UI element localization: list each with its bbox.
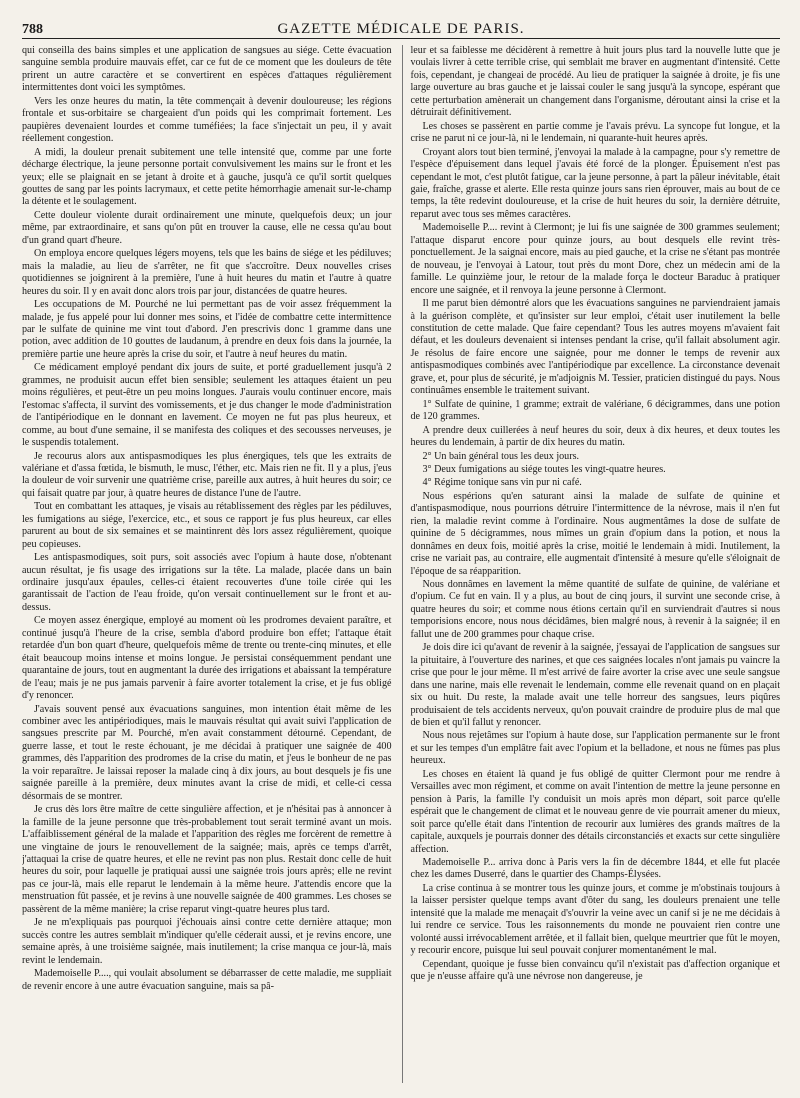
paragraph: Les choses se passèrent en partie comme je l'avais prévu. La syncope fut longue, et la crise ne parut ni ce jour-là, ni le lendemain, ni quarante-huit heures après. <box>410 120 780 145</box>
paragraph: Nous donnâmes en lavement la même quantité de sulfate de quinine, de valériane et d'opium. Ce fut en vain. Il y a plus, au bout de cinq jours, il survint une seconde crise, à quatre heures du soir; et comme nous étions certain qu'il en surviendrait d'autres si nous temporisions encore, nous nous décidâmes, bien malgré nous, à revenir à la saignée; il en fallut une de 200 grammes pour chaque crise. <box>410 579 780 640</box>
page-number: 788 <box>22 22 43 37</box>
paragraph: Croyant alors tout bien terminé, j'envoyai la malade à la campagne, pour s'y remettre de l'espèce d'épuisement dans lequel j'avais été forcé de la plonger. Épuisement n'est pas cependant le mot, c'est plutôt fatigue, car la jeune personne, à part la pâleur inévitable, était gaie, fraîche, grasse et alerte. Elle resta quinze jours sans rien éprouver, mais au bout de ce temps, la tête redevint douloureuse, et la crise de huit heures du soir, la dernière détruite, reparut avec tous ses mêmes caractères. <box>410 146 780 220</box>
paragraph: qui conseilla des bains simples et une application de sangsues au siége. Cette évacuation sanguine sembla produire mauvais effet, car ce fut de ce moment que les douleurs de tête prirent un autre caractère et se convertirent en espèces d'attaques régulièrement intermittentes dont voici les symptômes. <box>22 45 392 94</box>
paragraph: Je ne m'expliquais pas pourquoi j'échouais ainsi contre cette dernière attaque; mon succès contre les autres semblait m'indiquer qu'elle céderait aussi, et je revins encore, une semaine après, à une troisième saignée, mais inutilement; la crise manqua ce jour-là, mais revint le lendemain. <box>22 917 392 966</box>
right-column <box>402 45 781 1083</box>
text-columns <box>22 45 780 1083</box>
paragraph: 3° Deux fumigations au siége toutes les vingt-quatre heures. <box>422 463 666 475</box>
paragraph: Les antispasmodiques, soit purs, soit associés avec l'opium à haute dose, n'obtenant aucun résultat, je fis usage des irrigations sur la tête. La malade, placée dans un bain ordinaire jusqu'aux épaules, celles-ci étaient recouvertes d'une toile cirée qui les garantissait de l'action de l'eau froide, qu'on versait continuellement sur le front et au-dessus. <box>22 552 392 613</box>
paragraph: Nous espérions qu'en saturant ainsi la malade de sulfate de quinine et d'antispasmodique, nous pourrions détruire l'intermittence de la névrose, mais il n'en fut rien, la maladie revint comme à l'ordinaire. Nous augmentâmes la dose de sulfate de quinine de 5 décigrammes, nous mîmes un grain d'opium dans la potion, et nous la donnâmes en deux fois, moitié après la crise, moitié le lendemain à midi. Inutilement, la crise ne variait pas, au contraire, elle augmentait d'intensité à mesure qu'elle s'éloignait de l'époque de sa réapparition. <box>410 490 780 577</box>
paragraph: Mademoiselle P.... revint à Clermont; je lui fis une saignée de 300 grammes seulement; l'attaque disparut encore pour quinze jours, au bout desquels elle revint très-ponctuellement. Je la saignai encore, mais au pied gauche, et la crise ne s'étant pas montrée de nouveau, je l'envoyai à Latour, tout près du mont Dore, chez un médecin ami de la famille. Le quinzième jour, le retour de la malade força le docteur Baraduc à pratiquer encore une saignée, et il renvoya la jeune personne à Clermont. <box>410 222 780 296</box>
newspaper-page <box>22 14 780 1090</box>
page-header <box>22 14 780 39</box>
paragraph: Les choses en étaient là quand je fus obligé de quitter Clermont pour me rendre à Versailles avec mon régiment, et comme on avait l'intention de mettre la jeune personne en pension à Paris, la famille l'y conduisit un mois après mon départ, soit parce qu'elle espérait que le changement de climat et le nouveau genre de vie pourrait amener du mieux, soit parce qu'elle était dans l'intention de recourir aux lumières des grands maîtres de la capitale, auxquels je pourrais donner des détails circonstanciés et exacts sur cette singulière affection. <box>410 768 780 855</box>
paragraph: On employa encore quelques légers moyens, tels que les bains de siége et les pédiluves; mais la maladie, au lieu de s'arrêter, ne fit que s'accroître. Deux nouvelles crises quotidiennes se joignirent à la première, l'une à huit heures du matin et l'autre à quatre heures du soir. Il y en avait donc alors trois par jour, distancées de quatre heures. <box>22 248 392 297</box>
paragraph: Il me parut bien démontré alors que les évacuations sanguines ne parviendraient jamais à la guérison complète, et qu'insister sur leur emploi, c'était user inutilement la belle constitution de cette malade. Que faire cependant? Tous les autres moyens m'avaient fait défaut, et les douleurs devenaient si intenses pendant la crise, qu'il fallait absolument agir. Je résolus de faire encore une saignée, pour me donner le temps de revenir aux antispasmodiques combinés avec l'antipériodique par excellence. La circonstance devenait grave, et, pour plus de sécurité, je m'adjoignis M. Tessier, praticien distingué du pays. Nous continuâmes ensemble le traitement suivant. <box>410 298 780 397</box>
paragraph: Ce moyen assez énergique, employé au moment où les prodromes devaient paraître, et continué jusqu'à l'heure de la crise, sembla d'abord produire bon effet; l'attaque était retardée d'un bon quart d'heure, quelquefois même de trente ou trente-cinq minutes, et elle était beaucoup moins intense et moins longue. Je persistai conséquemment pendant une quarantaine de jours, tout en augmentant la durée des irrigations et abaissant la température de l'eau; mais je ne pus jamais parvenir à faire avorter totalement la crise, et je fus obligé d'y renoncer. <box>22 615 392 702</box>
paragraph: Ce médicament employé pendant dix jours de suite, et porté graduellement jusqu'à 2 grammes, ne produisit aucun effet bien sensible; seulement les attaques étaient un peu moins régulières, et peut-être un peu moins longues. J'aurais voulu continuer encore, mais l'estomac s'affecta, il survint des vomissements, et je dus changer le mode d'administration de l'antipériodique en le donnant en lavement. Ce moyen ne fut pas plus heureux, et comme, au bout d'une semaine, il se manifesta des coliques et des secousses nerveuses, je le suspendis totalement. <box>22 362 392 449</box>
paragraph: 2° Un bain général tous les deux jours. <box>422 450 580 462</box>
paragraph: Je dois dire ici qu'avant de revenir à la saignée, j'essayai de l'application de sangsues sur la pituitaire, à l'ouverture des narines, et que ces saignées locales n'ont jamais pu vaincre la crise que pour le jour même. Il m'est arrivé de faire avorter la crise avec une seule sangsue dans une narine, mais elle revenait le lendemain, comme elle revenait quand on en plaçait six ou huit. Du reste, la malade avait une telle horreur des sangsues, leurs piqûres produisaient de tels accidents nerveux, qu'on pouvait craindre de produire plus de mal que de bien et qu'il fallut y renoncer. <box>410 642 780 729</box>
paragraph: 4° Régime tonique sans vin pur ni café. <box>422 477 582 489</box>
paragraph: A prendre deux cuillerées à neuf heures du soir, deux à dix heures, et deux toutes les heures du lendemain, à partir de dix heures du matin. <box>410 424 780 449</box>
paragraph: leur et sa faiblesse me décidèrent à remettre à huit jours plus tard la nouvelle lutte que je voulais livrer à cette terrible crise, qui semblait me braver en augmentant d'intensité. Cette fois, cependant, je changeai de procédé. Au lieu de pratiquer la saignée à droite, je fis une large ouverture au bras gauche et je laissai couler le sang jusqu'à la syncope, espérant que cette perturbation amènerait un changement dans l'organisme, déroutant ainsi la crise et la détruirait définitivement. <box>410 45 780 119</box>
paragraph: Nous nous rejetâmes sur l'opium à haute dose, sur l'application permanente sur le front et sur les tempes d'un emplâtre fait avec l'opium et la belladone, et nous ne fûmes pas plus heureux. <box>410 730 780 767</box>
paragraph: J'avais souvent pensé aux évacuations sanguines, mon intention était même de les combiner avec les antipériodiques, mais le mauvais résultat qui avait suivi l'application de sangsues prescrite par M. Pourché, m'en avait constamment détourné. Cependant, de guerre lasse, et tout le reste échouant, je me décidai à pratiquer une saignée de 400 grammes, dès l'apparition des prodromes de la crise du matin, et j'eus le bonheur de ne pas la voir reparaître. Je laissai reposer la malade cinq à dix jours, au bout desquels je fis une saignée pareille à la première, deux minutes avant la crise de midi, et celle-ci cessa désormais de se montrer. <box>22 703 392 802</box>
paragraph: Je crus dès lors être maître de cette singulière affection, et je n'hésitai pas à annoncer à la famille de la jeune personne que très-probablement tout serait terminé avant un mois. L'affaiblissement général de la malade et l'apparition des règles me forcèrent de remettre à une vingtaine de jours le renouvellement de la saignée; mais, après ce temps d'arrêt, j'attaquai la crise de quatre heures, et elle ne revint pas non plus. Restait donc celle de huit heures du soir, pour laquelle je pratiquai aussi une saignée trois jours après; elle ne revint pas ce jour-là, mais elle reparut le lendemain à la même heure. J'attendis encore que la menstruation fût passée, et je revins à une nouvelle saignée de 400 grammes. Les choses se passèrent de la même manière; la crise reparut vingt-quatre heures plus tard. <box>22 804 392 915</box>
paragraph: 1° Sulfate de quinine, 1 gramme; extrait de valériane, 6 décigrammes, dans une potion de 120 grammes. <box>410 398 780 423</box>
running-title: GAZETTE MÉDICALE DE PARIS. <box>277 21 525 37</box>
paragraph: Je recourus alors aux antispasmodiques les plus énergiques, tels que les extraits de valériane et d'assa fœtida, le bismuth, le musc, l'éther, etc. Mais rien ne fit. Il y a plus, j'eus la douleur de voir survenir une quatrième crise, pareille aux autres, à huit heures du soir; ce qui faisait quatre par jour, à quatre heures de distance l'une de l'autre. <box>22 450 392 499</box>
paragraph: Tout en combattant les attaques, je visais au rétablissement des règles par les pédiluves, les fumigations au siége, l'exercice, etc., et sous ce rapport je fus plus heureux, car elles parurent au bout de six semaines et se maintinrent dès lors assez régulièrement, quoique peu copieuses. <box>22 501 392 550</box>
paragraph: Vers les onze heures du matin, la tête commençait à devenir douloureuse; les régions frontale et sus-orbitaire se chargeaient d'un poids qui les comprimait fortement. Les paupières devenaient lourdes et comme tuméfiées; la face s'injectait un peu, il y avait réellement congestion. <box>22 95 392 145</box>
paragraph: La crise continua à se montrer tous les quinze jours, et comme je m'obstinais toujours à la laisser persister quelque temps avant d'ôter du sang, les douleurs prenaient une telle intensité que la malade me menaçait d's'ouvrir la veine avec un canif si je ne me décidais à lui rendre ce service. Tous les raisonnements du monde ne pouvaient rien contre une volonté aussi irrévocablement arrêtée, et il fallait bien, quelque meurtrier que fût le moyen, y recourir encore, puisque lui seul pouvait conjurer momentanément le mal. <box>410 882 780 957</box>
paragraph: Cette douleur violente durait ordinairement une minute, quelquefois deux; un jour même, par extraordinaire, et sans qu'on pût en trouver la cause, elle ne cessa qu'au bout d'un grand quart d'heure. <box>22 209 392 246</box>
paragraph: Cependant, quoique je fusse bien convaincu qu'il n'existait pas d'affection organique et que je n'eusse affaire qu'à une névrose non dangereuse, je <box>410 958 780 983</box>
paragraph: Les occupations de M. Pourché ne lui permettant pas de voir assez fréquemment la malade, je fus appelé pour lui donner mes soins, et l'idée de combattre cette intermittence par le sulfate de quinine me vint tout d'abord. J'en prescrivis donc 1 gramme dans une potion, avec addition de 10 gouttes de laudanum, à prendre en deux fois dans la journée, la première partie une heure après la crise du soir, et l'autre à neuf heures du matin. <box>22 299 392 360</box>
paragraph: A midi, la douleur prenait subitement une telle intensité que, comme par une forte décharge électrique, la jeune personne portait convulsivement les mains sur le front et les yeux; elle se plaignait en se jetant à droite et à gauche, jusqu'à ce qu'il sortit quelques gouttes de sang par les points lacrymaux, et cette petite hémorrhagie amenait sur-le-champ la détente et le soulagement. <box>22 146 392 208</box>
paragraph: Mademoiselle P...., qui voulait absolument se débarrasser de cette maladie, me suppliait de revenir encore à une autre évacuation sanguine, mais sa pâ- <box>22 968 392 992</box>
paragraph: Mademoiselle P... arriva donc à Paris vers la fin de décembre 1844, et elle fut placée chez les dames Duserré, dans le quartier des Champs-Élysées. <box>410 857 780 881</box>
left-column <box>22 45 392 1083</box>
